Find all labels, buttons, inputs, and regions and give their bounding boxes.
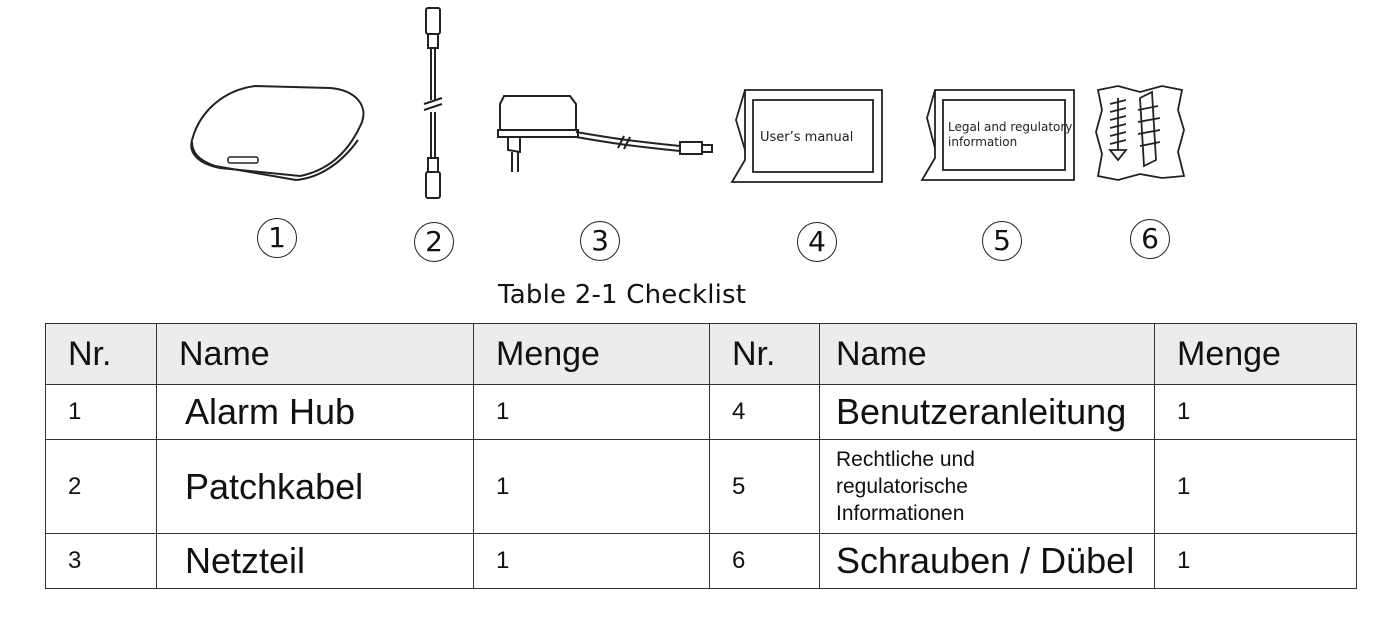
legal-info-label-line2: information [948,135,1018,149]
item-number-4: 4 [797,222,837,262]
cell-name: Patchkabel [157,440,474,534]
table-header-row [46,324,1357,385]
header-name-left: Name [157,324,474,385]
cell-menge: 1 [474,440,710,534]
table-row [46,440,1357,534]
table-caption: Table 2-1 Checklist [498,280,747,310]
package-contents-illustration [0,0,1395,280]
alarm-hub-icon [191,86,363,180]
cell-menge: 1 [1155,440,1357,534]
item-number-6: 6 [1130,219,1170,259]
cell-name: Benutzeranleitung [820,385,1155,440]
cell-name-line: Rechtliche und [836,448,975,471]
cell-name: Schrauben / Dübel [820,534,1155,589]
item-number-2: 2 [414,222,454,262]
cell-name-line: regulatorische [836,475,968,498]
cell-nr: 5 [710,440,820,534]
users-manual-label: User’s manual [760,130,854,145]
power-adapter-icon [498,96,712,172]
cell-nr: 1 [46,385,157,440]
cell-nr: 4 [710,385,820,440]
screws-anchors-icon [1096,86,1184,180]
item-number-5: 5 [982,221,1022,261]
item-number-3: 3 [580,221,620,261]
cell-menge: 1 [474,534,710,589]
header-name-right: Name [820,324,1155,385]
cell-menge: 1 [1155,385,1357,440]
header-menge-left: Menge [474,324,710,385]
patch-cable-icon [424,8,442,198]
checklist-table [45,323,1357,589]
item-number-1: 1 [257,218,297,258]
cell-nr: 2 [46,440,157,534]
table-row [46,385,1357,440]
cell-menge: 1 [474,385,710,440]
header-nr-right: Nr. [710,324,820,385]
cell-name: Netzteil [157,534,474,589]
cell-name-line: Informationen [836,502,965,525]
cell-nr: 6 [710,534,820,589]
cell-name-multiline [820,440,1155,534]
header-nr-left: Nr. [46,324,157,385]
header-menge-right: Menge [1155,324,1357,385]
cell-menge: 1 [1155,534,1357,589]
cell-nr: 3 [46,534,157,589]
cell-name: Alarm Hub [157,385,474,440]
legal-info-label-line1: Legal and regulatory [948,120,1073,134]
table-row [46,534,1357,589]
